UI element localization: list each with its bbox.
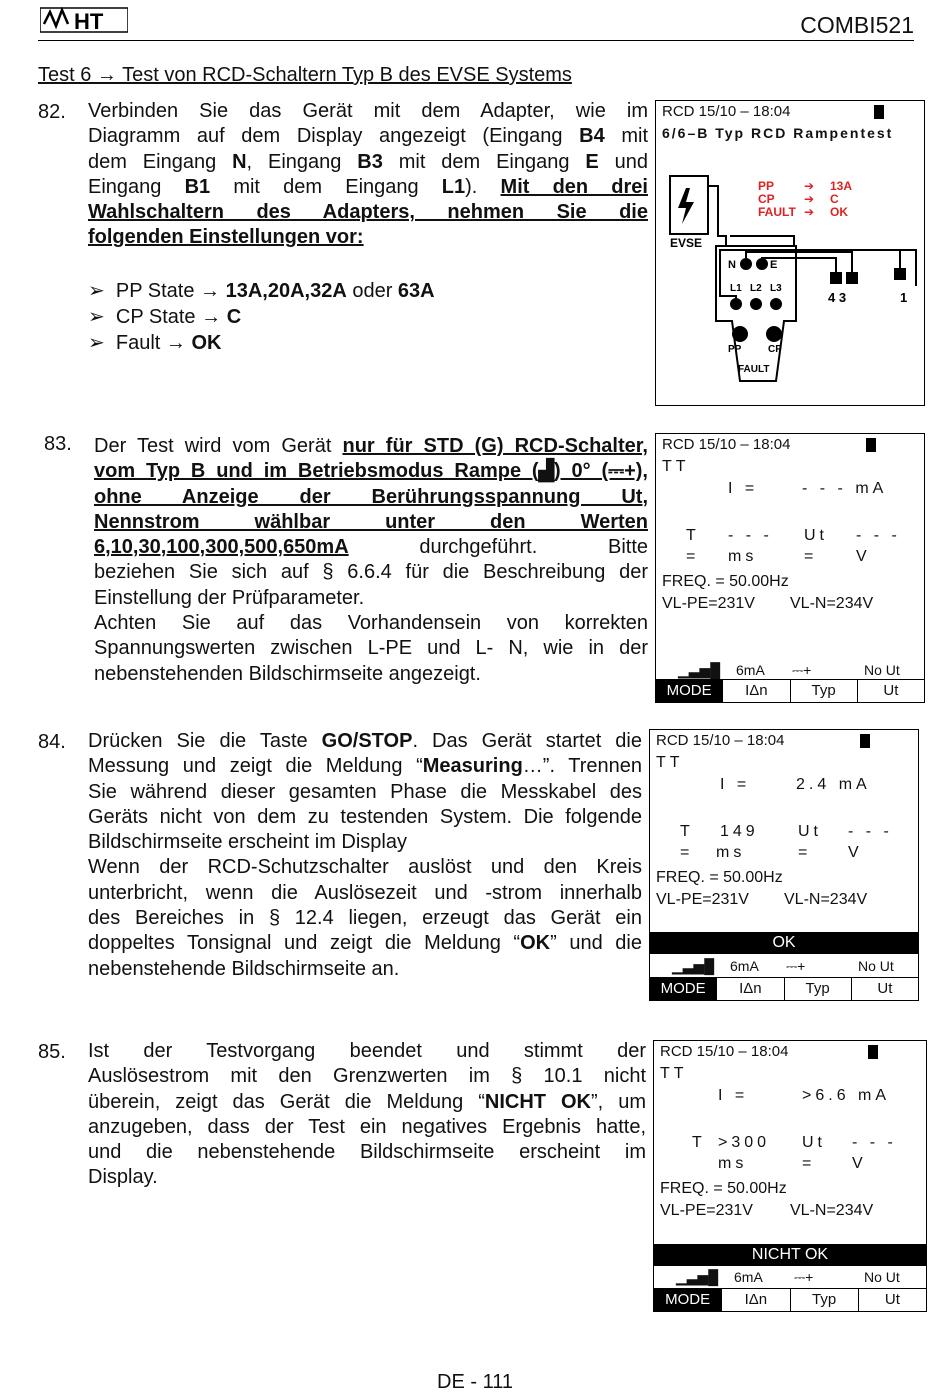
svg-text:13A: 13A: [830, 179, 853, 193]
svg-text:OK: OK: [830, 205, 848, 219]
svg-text:L1: L1: [730, 283, 742, 294]
text-line: Display.: [88, 1166, 158, 1189]
display-screen-84: [649, 729, 919, 1001]
idn-key[interactable]: IΔn: [716, 978, 783, 1000]
equals-sign: =: [802, 1155, 812, 1172]
text-line: überein, zeigt das Gerät die Meldung “NICHT OK”, um: [88, 1090, 646, 1113]
svg-text:CP: CP: [758, 192, 775, 206]
text-line: Diagramm auf dem Display angezeigt (Eingang B4 mit: [88, 125, 648, 148]
current-label: I =: [718, 1087, 749, 1104]
step-83-text: [94, 434, 648, 687]
ramp-icon: ▁▃▅█: [676, 1269, 719, 1285]
softkey-bar: [650, 977, 918, 1000]
idn-value: 6mA: [730, 958, 759, 974]
ut-unit: V: [856, 548, 867, 565]
connection-diagram-screen: [655, 100, 925, 406]
voltage-ln: VL-N=234V: [790, 1202, 874, 1219]
idn-value: 6mA: [734, 1269, 763, 1285]
step-number: 84.: [38, 731, 66, 753]
time-unit: ms: [728, 548, 758, 565]
time-value: - - -: [728, 527, 773, 544]
voltage-ln: VL-N=234V: [790, 595, 874, 612]
text-line: Eingang B1 mit dem Eingang L1). Mit den drei: [88, 175, 648, 198]
mode-key[interactable]: MODE: [650, 978, 716, 1000]
frequency: FREQ. = 50.00Hz: [662, 573, 789, 590]
text-line: Bildschirmseite erscheint im Display: [88, 831, 407, 854]
dc-plus-icon: ⎓+: [792, 662, 812, 678]
dc-plus-icon: ⎓+: [786, 958, 806, 974]
battery-icon: [868, 1045, 878, 1059]
battery-icon: [866, 438, 876, 452]
svg-text:FAULT: FAULT: [758, 205, 796, 219]
svg-text:4 3: 4 3: [828, 290, 847, 305]
ut-key[interactable]: Ut: [857, 680, 924, 702]
header-rule: [38, 40, 914, 41]
ramp-icon: ▁▃▅█: [678, 662, 721, 678]
voltage-ln: VL-N=234V: [784, 891, 868, 908]
text-line: Verbinden Sie das Gerät mit dem Adapter, wie im: [88, 100, 648, 122]
equals-sign: =: [804, 548, 814, 565]
softkey-bar: [654, 1288, 926, 1311]
evse-label: EVSE: [670, 236, 703, 250]
ut-value: - - -: [848, 823, 893, 840]
svg-text:PP: PP: [758, 179, 775, 193]
system-type: TT: [656, 754, 684, 771]
parameter-row: [654, 1269, 926, 1289]
time-label: T: [692, 1134, 706, 1151]
settings-list: [88, 278, 435, 356]
svg-text:PP: PP: [728, 344, 742, 355]
svg-text:1: 1: [900, 290, 908, 305]
mode-key[interactable]: MODE: [654, 1289, 721, 1311]
test-title: 6/6–B Typ RCD Rampentest: [662, 125, 894, 141]
text-line: folgenden Einstellungen vor:: [88, 226, 364, 249]
svg-text:C: C: [830, 192, 839, 206]
current-label: I =: [728, 480, 759, 497]
text-line: ohne Anzeige der Berührungsspannung Ut,: [94, 485, 648, 508]
text-line: dem Eingang N, Eingang B3 mit dem Eingang E und: [88, 150, 648, 173]
svg-text:➔: ➔: [804, 179, 815, 193]
battery-icon: [874, 105, 884, 119]
logo-text: HT: [74, 9, 104, 34]
idn-key[interactable]: IΔn: [721, 1289, 789, 1311]
step-number: 82.: [38, 101, 66, 123]
parameter-row: [650, 958, 918, 978]
text-line: Wahlschaltern des Adapters, nehmen Sie die: [88, 201, 648, 224]
ut-setting: No Ut: [858, 958, 894, 974]
list-item: ➢ Fault → OK: [88, 332, 222, 354]
ut-key[interactable]: Ut: [858, 1289, 926, 1311]
time-value: 149: [720, 823, 759, 840]
softkey-bar: [656, 679, 924, 702]
text-line: und die nebenstehende Bildschirmseite erscheint im: [88, 1141, 646, 1164]
list-item: ➢ PP State → 13A,20A,32A oder 63A: [88, 280, 435, 302]
voltage-lpe: VL-PE=231V: [662, 595, 755, 612]
idn-key[interactable]: IΔn: [722, 680, 789, 702]
current-value: >6.6 mA: [802, 1087, 891, 1104]
text-line: Spannungswerten zwischen L-PE und L- N, wie in der: [94, 637, 648, 660]
ut-label: Ut: [804, 527, 828, 544]
ut-key[interactable]: Ut: [851, 978, 918, 1000]
screen-header: RCD 15/10 – 18:04: [662, 103, 791, 120]
ht-logo: [40, 2, 128, 36]
text-line: unterbricht, wenn die Auslösezeit und -strom innerhalb: [88, 881, 642, 904]
text-line: Achten Sie auf das Vorhandensein von korrekten: [94, 612, 648, 635]
current-value: 2.4 mA: [796, 776, 871, 793]
text-line: beziehen Sie sich auf § 6.6.4 für die Beschreibung der: [94, 561, 648, 584]
result-banner: OK: [650, 932, 918, 954]
svg-text:L3: L3: [770, 283, 782, 294]
svg-text:FAULT: FAULT: [738, 364, 770, 375]
section-title: Test 6 → Test von RCD-Schaltern Typ B des EVSE Systems: [38, 64, 572, 86]
text-line: des Bereiches in § 12.4 liegen, erzeugt das Gerät ein: [88, 907, 642, 930]
text-line: Drücken Sie die Taste GO/STOP. Das Gerät startet die: [88, 730, 642, 752]
text-line: nebenstehende Bildschirmseite an.: [88, 957, 400, 980]
ut-label: Ut: [798, 823, 822, 840]
frequency: FREQ. = 50.00Hz: [656, 869, 783, 886]
ut-unit: V: [852, 1155, 863, 1172]
svg-text:L2: L2: [750, 283, 762, 294]
time-label: T: [680, 823, 694, 840]
current-label: I =: [720, 776, 751, 793]
text-line: doppeltes Tonsignal und zeigt die Meldung “OK” und die: [88, 932, 642, 955]
model-name: COMBI521: [800, 12, 914, 38]
text-line: anzugeben, dass der Test ein negatives Ergebnis hatte,: [88, 1115, 646, 1138]
current-value: - - - mA: [802, 480, 888, 497]
text-line: Auslösestrom mit den Grenzwerten im § 10.1 nicht: [88, 1065, 646, 1088]
equals-sign: =: [680, 844, 690, 861]
time-unit: ms: [716, 844, 746, 861]
display-screen-83: [655, 433, 925, 703]
voltage-lpe: VL-PE=231V: [656, 891, 749, 908]
frequency: FREQ. = 50.00Hz: [660, 1180, 787, 1197]
text-line: Einstellung der Prüfparameter.: [94, 586, 365, 609]
system-type: TT: [660, 1065, 688, 1082]
text-line: Messung und zeigt die Meldung “Measuring…”. Trennen: [88, 755, 642, 778]
equals-sign: =: [686, 548, 696, 565]
screen-header: RCD 15/10 – 18:04: [662, 436, 791, 453]
page-number: DE - 111: [437, 1371, 513, 1393]
text-line: Ist der Testvorgang beendet und stimmt der: [88, 1040, 646, 1062]
svg-text:➔: ➔: [804, 192, 815, 206]
svg-text:➔: ➔: [804, 205, 815, 219]
svg-text:E: E: [770, 259, 778, 271]
ut-unit: V: [848, 844, 859, 861]
ut-value: - - -: [852, 1134, 897, 1151]
text-line: Sie während dieser gesamten Phase die Messkabel des: [88, 780, 642, 803]
svg-text:N: N: [728, 259, 736, 271]
screen-header: RCD 15/10 – 18:04: [660, 1043, 789, 1060]
system-type: TT: [662, 458, 690, 475]
step-85-text: [88, 1039, 646, 1191]
step-84-text: [88, 729, 642, 982]
ut-setting: No Ut: [864, 662, 900, 678]
dc-plus-icon: ⎓+: [794, 1269, 814, 1285]
ramp-icon: ▁▃▅█: [672, 958, 715, 974]
ut-setting: No Ut: [864, 1269, 900, 1285]
screen-header: RCD 15/10 – 18:04: [656, 732, 785, 749]
battery-icon: [860, 734, 870, 748]
equals-sign: =: [798, 844, 808, 861]
step-number: 85.: [38, 1041, 66, 1063]
svg-text:CP: CP: [768, 344, 782, 355]
list-item: ➢ CP State → C: [88, 306, 242, 328]
type-key[interactable]: Typ: [790, 680, 857, 702]
idn-value: 6mA: [736, 662, 765, 678]
result-banner: NICHT OK: [654, 1244, 926, 1266]
display-screen-85: [653, 1040, 927, 1312]
step-82-text: [88, 99, 648, 251]
ut-value: - - -: [856, 527, 901, 544]
mode-key[interactable]: MODE: [656, 680, 722, 702]
type-key[interactable]: Typ: [784, 978, 851, 1000]
time-value: >300: [718, 1134, 771, 1151]
text-line: Der Test wird vom Gerät nur für STD (G) RCD-Schalter,: [94, 435, 648, 457]
time-unit: ms: [718, 1155, 748, 1172]
voltage-lpe: VL-PE=231V: [660, 1202, 753, 1219]
time-label: T: [686, 527, 700, 544]
text-line: 6,10,30,100,300,500,650mA durchgeführt. Bitte: [94, 536, 648, 559]
text-line: Geräts nicht von dem zu testenden System. Die folgende: [88, 805, 642, 828]
text-line: nebenstehenden Bildschirmseite angezeigt.: [94, 662, 481, 685]
type-key[interactable]: Typ: [790, 1289, 858, 1311]
wiring-diagram: [656, 146, 924, 404]
ut-label: Ut: [802, 1134, 826, 1151]
text-line: vom Typ B und im Betriebsmodus Rampe (▟) 0° (⎓+),: [94, 460, 648, 483]
text-line: Nennstrom wählbar unter den Werten: [94, 510, 648, 533]
text-line: Wenn der RCD-Schutzschalter auslöst und den Kreis: [88, 856, 642, 879]
step-number: 83.: [44, 433, 72, 455]
